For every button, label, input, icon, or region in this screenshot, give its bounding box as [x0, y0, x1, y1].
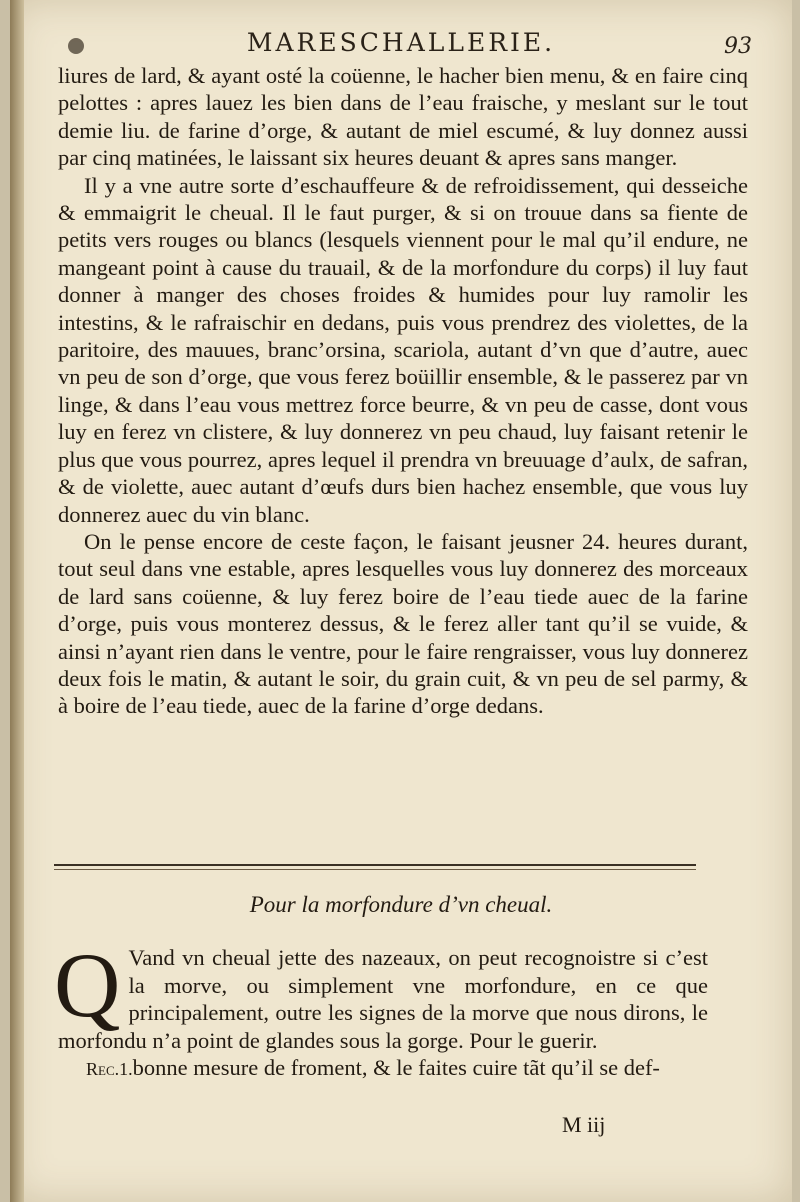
recipe-text: bonne mesure de froment, & le faites cuire tãt qu’il se def- [132, 1055, 660, 1080]
section-heading: Pour la morfondure d’vn cheual. [249, 892, 553, 917]
book-page [10, 0, 792, 1202]
running-title: MARESCHALLERIE. [246, 28, 556, 57]
recipe-label: Rec.1. [86, 1059, 133, 1079]
paragraph-1: liures de lard, & ayant osté la coüenne, le hacher bien menu, & en faire cinq pelottes : apres lauez les bien dans de l’eau fraische, y meslant sur le tout demie liu. de farine d’orge, & autant de miel escumé, & luy donnez aussi par cinq matinées, le laissant six heures deuant & apres sans manger. [58, 63, 748, 171]
section-text [54, 934, 708, 1084]
drop-capital: Q [54, 934, 121, 1036]
running-header [10, 28, 792, 64]
signature-mark: M iij [562, 1112, 606, 1137]
main-text [58, 62, 748, 720]
section-paragraph: Vand vn cheual jette des nazeaux, on peut recognoistre si c’est la morve, ou simplement vne morfondure, en ce que principalement, outre les signes de la morve que nous dirons, le morfondu n’a point de glandes sous la gorge. Pour le guerir. [58, 945, 708, 1053]
page-gutter [10, 0, 24, 1202]
section-divider-thin [54, 869, 696, 870]
paragraph-2: Il y a vne autre sorte d’eschauffeure & de refroidissement, qui desseiche & emmaigrit le cheual. Il le faut purger, & si on trouue dans sa fiente de petits vers rouges ou blancs (lesquels viennent pour le mal qu’il endure, ne mangeant point à cause du trauail, & de la morfondure du corps) il luy faut donner à manger des choses froides & humides pour luy ramolir les intestins, & le rafraischir en dedans, puis vous prendrez des violettes, de la paritoire, des mauues, branc’orsina, scariola, autant d’vn que d’autre, auec vn peu de son d’orge, que vous ferez boüillir ensemble, & le passerez par vn linge, & dans l’eau vous mettrez force beurre, & vn peu de casse, dont vous luy en ferez vn clistere, & luy donnerez vn peu chaud, luy faisant retenir le plus que vous pourrez, apres lequel il prendra vn breuuage d’aulx, de safran, & de violette, auec autant d’œufs durs bien hachez ensemble, que vous luy donnerez auec du vin blanc. [58, 172, 748, 527]
paragraph-3: On le pense encore de ceste façon, le faisant jeusner 24. heures durant, tout seul dans vne estable, apres lesquelles vous luy donnerez des morceaux de lard sans coüenne, & luy ferez boire de l’eau tiede auec de la farine d’orge, puis vous monterez dessus, & le ferez aller tant qu’il se vuide, & ainsi n’ayant rien dans le ventre, pour le faire rengraisser, vous luy donnerez deux fois le matin, & autant le soir, du grain cuit, & vn peu de sel parmy, & à boire de l’eau tiede, auec de la farine d’orge dedans. [58, 528, 748, 719]
recipe-line [58, 1054, 708, 1084]
page-number: 93 [724, 34, 752, 59]
section-divider [54, 864, 696, 866]
